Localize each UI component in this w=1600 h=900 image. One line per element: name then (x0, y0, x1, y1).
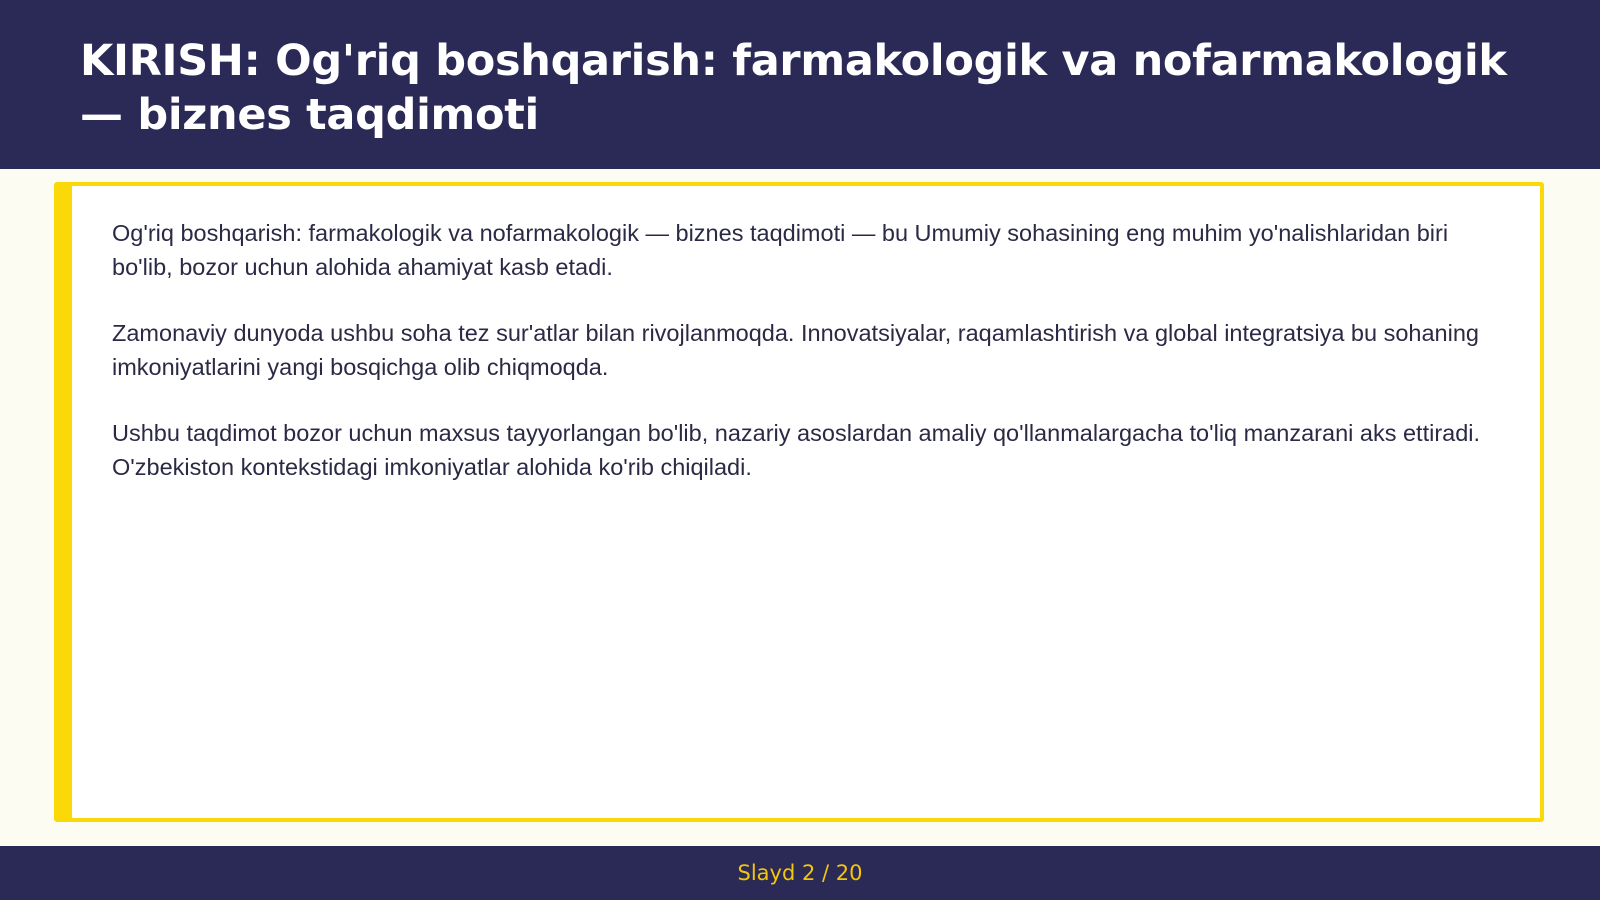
slide-footer (0, 846, 1600, 900)
slide-counter: Slayd 2 / 20 (737, 861, 863, 885)
trends-paragraph: Zamonaviy dunyoda ushbu soha tez sur'atlar bilan rivojlanmoqda. Innovatsiyalar, raqamlashtirish va global integratsiya bu sohaning imkoniyatlarini yangi bosqichga olib chiqmoqda. (112, 320, 1479, 380)
paragraph-list (112, 216, 1492, 516)
slide-title: KIRISH: Og'riq boshqarish: farmakologik va nofarmakologik — biznes taqdimoti (80, 36, 1507, 140)
slide-header (0, 0, 1600, 169)
scope-paragraph: Ushbu taqdimot bozor uchun maxsus tayyorlangan bo'lib, nazariy asoslardan amaliy qo'llanmalargacha to'liq manzarani aks ettiradi. O'zbekiston kontekstidagi imkoniyatlar alohida ko'rib chiqiladi. (112, 420, 1481, 480)
content-card (54, 182, 1544, 822)
intro-paragraph: Og'riq boshqarish: farmakologik va nofarmakologik — biznes taqdimoti — bu Umumiy sohasining eng muhim yo'nalishlaridan biri bo'lib, bozor uchun alohida ahamiyat kasb etadi. (112, 220, 1449, 280)
